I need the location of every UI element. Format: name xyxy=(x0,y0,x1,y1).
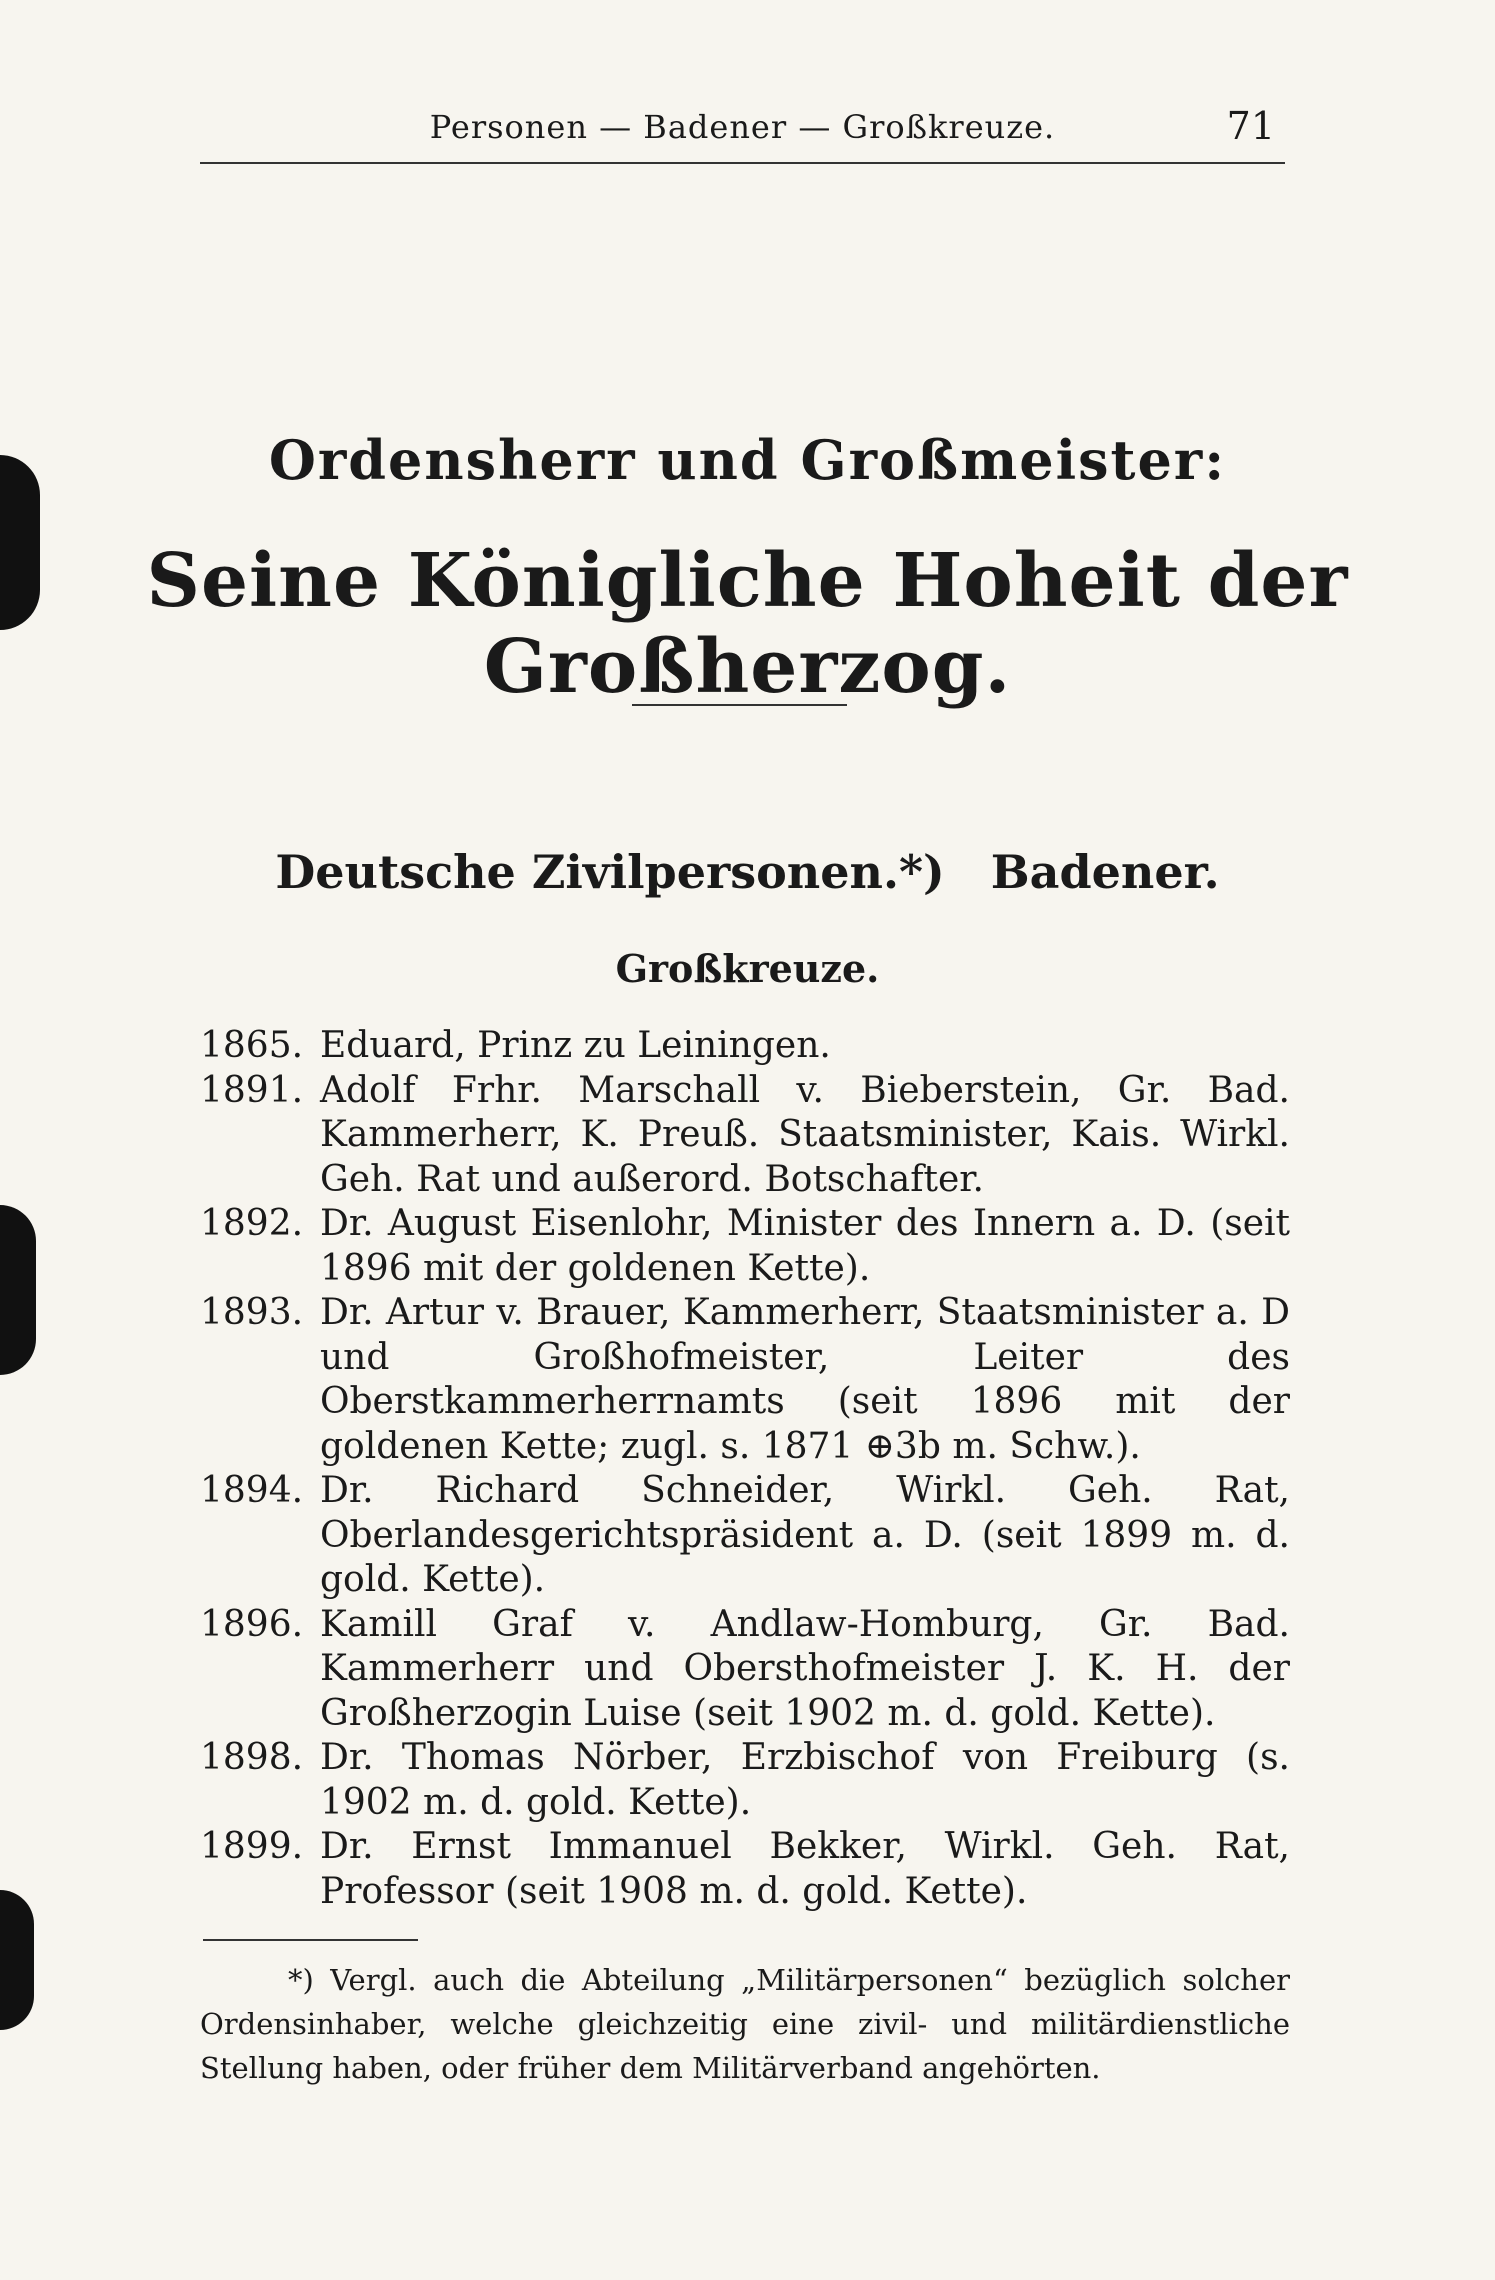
title-ordensherr: Ordensherr und Großmeister: xyxy=(268,428,1227,492)
entry-year: 1865. xyxy=(200,1025,304,1066)
entry-year: 1892. xyxy=(200,1203,304,1244)
list-item xyxy=(200,1603,1290,1737)
list-item xyxy=(200,1736,1290,1825)
scan-artifact xyxy=(0,1890,34,2030)
entry-text: Eduard, Prinz zu Leiningen. xyxy=(320,1025,831,1066)
entry-year: 1898. xyxy=(200,1737,304,1778)
entry-year: 1894. xyxy=(200,1470,304,1511)
subsection-heading: Großkreuze. xyxy=(615,946,880,991)
entry-text: Kamill Graf v. Andlaw-Homburg, Gr. Bad. Kammerherr und Obersthofmeister J. K. H. der Großherzogin Luise (seit 1902 m. d. gold. Kette). xyxy=(320,1603,1290,1734)
list-item xyxy=(200,1202,1290,1291)
list-item xyxy=(200,1291,1290,1469)
entry-text: Adolf Frhr. Marschall v. Bieberstein, Gr. Bad. Kammerherr, K. Preuß. Staatsminister, Kais. Wirkl. Geh. Rat und außerord. Botschafter. xyxy=(320,1069,1290,1200)
running-header xyxy=(200,100,1285,164)
entry-year: 1891. xyxy=(200,1069,304,1111)
entry-text: Dr. Ernst Immanuel Bekker, Wirkl. Geh. Rat, Professor (seit 1908 m. d. gold. Kette). xyxy=(320,1826,1290,1912)
entry-year: 1899. xyxy=(200,1826,304,1867)
entry-list xyxy=(200,1024,1290,1914)
entry-text: Dr. August Eisenlohr, Minister des Innern a. D. (seit 1896 mit der goldenen Kette). xyxy=(320,1203,1290,1289)
section-heading-right: Badener. xyxy=(990,845,1220,899)
entry-text: Dr. Thomas Nörber, Erzbischof von Freiburg (s. 1902 m. d. gold. Kette). xyxy=(320,1737,1290,1823)
page-number: 71 xyxy=(1226,104,1275,148)
list-item xyxy=(200,1469,1290,1603)
section-heading-left: Deutsche Zivilpersonen.*) xyxy=(275,845,945,899)
entry-text: Dr. Artur v. Brauer, Kammerherr, Staatsminister a. D und Großhofmeister, Leiter des Oberstkammerherrnamts (seit 1896 mit der goldenen Kette; zugl. s. 1871 ⊕3b m. Schw.). xyxy=(320,1292,1290,1467)
list-item xyxy=(200,1825,1290,1914)
list-item xyxy=(200,1069,1290,1203)
scan-artifact xyxy=(0,1205,36,1375)
entry-year: 1896. xyxy=(200,1603,304,1645)
footnote-rule xyxy=(203,1939,418,1941)
entry-year: 1893. xyxy=(200,1292,304,1333)
entry-text: Dr. Richard Schneider, Wirkl. Geh. Rat, Oberlandesgerichtspräsident a. D. (seit 1899 m. d. gold. Kette). xyxy=(320,1470,1290,1600)
running-title: Personen — Badener — Großkreuze. xyxy=(429,108,1056,146)
section-heading xyxy=(0,845,1495,899)
divider xyxy=(632,704,847,706)
footnote: *) Vergl. auch die Abteilung „Militärpersonen“ bezüglich solcher Ordensinhaber, welche gleichzeitig eine zivil- und militärdienstliche Stellung haben, oder früher dem Militärverband angehörten. xyxy=(200,1963,1290,2085)
list-item xyxy=(200,1024,1290,1069)
title-grossherzog: Seine Königliche Hoheit der Großherzog. xyxy=(146,538,1349,710)
